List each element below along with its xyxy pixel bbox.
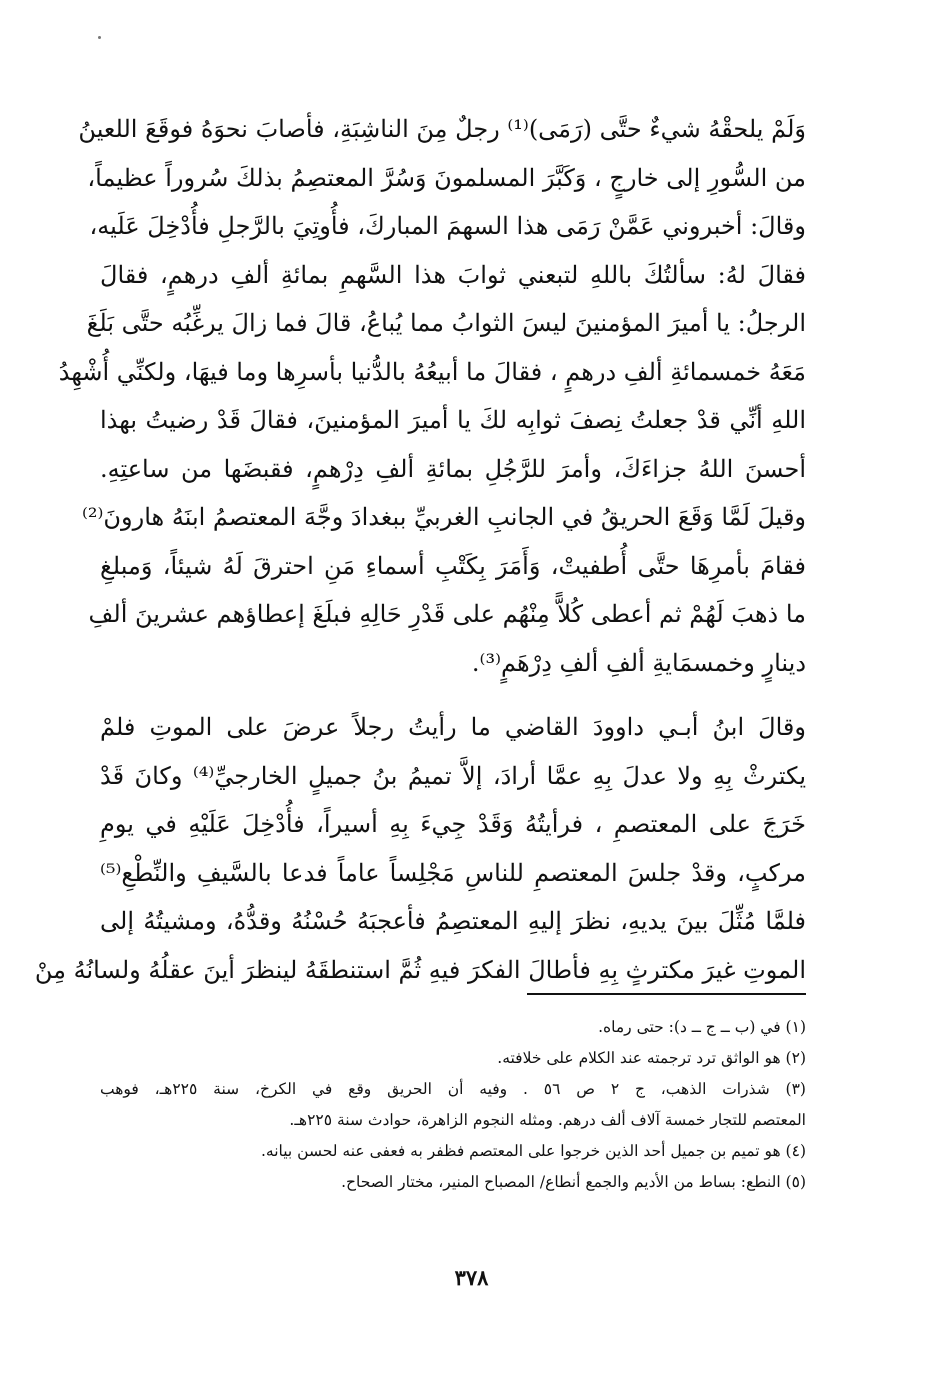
text-line: دينارٍ وخمسمَايةِ ألفِ ألفِ دِرْهَمٍ⁽³⁾. xyxy=(471,648,806,677)
main-text xyxy=(34,105,807,994)
paragraph-1 xyxy=(58,105,807,687)
paragraph-2 xyxy=(34,703,806,994)
footnote-3: (٣) شذرات الذهب، ج ٢ ص ٥٦ . وفيه أن الحريق وقع في الكرخ، سنة ٢٢٥هـ، فوهب xyxy=(100,1080,806,1098)
scan-speck xyxy=(98,36,101,39)
footnote-5: (٥) النطع: بساط من الأديم والجمع أنطاع/ المصباح المنير، مختار الصحاح. xyxy=(341,1173,806,1191)
text-line: ما ذهبَ لَهُمْ ثم أعطى كُلاًّ مِنْهُم على قَدْرِ حَالِهِ فبلَغَ إعطاؤهم عشرينَ ألفِ xyxy=(88,600,806,628)
footnote-2: (٢) هو الواثق ترد ترجمته عند الكلام على خلافته. xyxy=(497,1049,806,1067)
text-line: الرجلُ: يا أميرَ المؤمنينَ ليسَ الثوابُ مما يُباعُ، قالَ فما زالَ يرغِّبُه حتَّى بَلَغَ xyxy=(86,309,806,337)
text-line: خَرَجَ على المعتصمِ ، فرأيتُهُ وَقَدْ جِيءَ بِهِ أسيراً، فأُدْخِلَ عَلَيْهِ في يومِ xyxy=(100,810,806,838)
footnote-3-continuation: المعتصم للتجار خمسة آلاف ألف درهم. ومثله النجوم الزاهرة، حوادث سنة ٢٢٥هـ. xyxy=(289,1111,806,1129)
text-line: فقالَ لهُ: سألتُكَ باللهِ لتبعني ثوابَ هذا السَّهمِ بمائةِ ألفِ درهمٍ، فقالَ xyxy=(100,260,806,289)
footnotes xyxy=(100,1012,806,1198)
text-line: مركبٍ، وقدْ جلسَ المعتصمِ للناسِ مَجْلِساً عاماً فدعا بالسَّيفِ والنِّطْعِ⁽⁵⁾ xyxy=(100,858,806,887)
text-line: وقيلَ لَمَّا وَقَعَ الحريقُ في الجانبِ الغربيِّ ببغدادَ وجَّهَ المعتصمُ ابنَهُ هارونَ⁽²⁾ xyxy=(82,503,806,531)
text-line: فلمَّا مُثِّلَ بينَ يديهِ، نظرَ إليهِ المعتصِمُ فأعجبَهُ حُسْنُهُ وقدُّهُ، ومشيتُهُ إلى xyxy=(100,907,806,935)
footnote-4: (٤) هو تميم بن جميل أحد الذين خرجوا على المعتصم فظفر به فعفى عنه لحسن بيانه. xyxy=(260,1142,806,1160)
text-line: وقالَ ابنُ أبـي داوودَ القاضي ما رأيتُ رجلاً عرضَ على الموتِ فلمْ xyxy=(100,713,806,741)
text-line: مَعَهُ خمسمائةِ ألفِ درهمٍ ، فقالَ ما أبيعُهُ بالدُّنيا بأسرِها وما فيهَا، ولكنِّي أُشْهِدُ xyxy=(58,357,806,386)
footnote-divider xyxy=(527,993,806,995)
text-line: أحسنَ اللهُ جزاءَكَ، وأمرَ للرَّجُلِ بمائةِ ألفِ دِرْهمٍ، فقبضَها من ساعتِهِ. xyxy=(100,454,806,483)
text-line: اللهِ أنِّي قدْ جعلتُ نِصفَ ثوابِه لكَ يا أميرَ المؤمنينَ، فقالَ قَدْ رضيتُ بهذا xyxy=(100,406,807,434)
text-line: فقامَ بأمرِهَا حتَّى أُطفيتْ، وَأَمَرَ بِكَتْبِ أسماءِ مَنِ احترقَ لَهُ شيئاً، وَمبلغِ xyxy=(100,551,806,580)
page-number: ٣٧٨ xyxy=(454,1265,489,1290)
text-line: يكترثْ بِهِ ولا عدلَ بِهِ عمَّا أرادَ، إلاَّ تميمُ بنُ جميلٍ الخارجيِّ⁽⁴⁾ وكانَ قَدْ xyxy=(100,761,806,790)
text-line: وَلَمْ يلحقْهُ شيءٌ حتَّى (رَمَى)⁽¹⁾ رجلٌ مِنَ الناشِبَةِ، فأصابَ نحوَهُ فوقَعَ اللعينُ xyxy=(78,115,806,143)
footnote-1: (١) في (ب ــ ج ــ د): حتى رماه. xyxy=(598,1018,806,1036)
text-line: الموتِ غيرَ مكترثٍ بِهِ فأطالَ الفكرَ فيهِ ثُمَّ استنطقَهُ لينظرَ أينَ عقلُهُ ولسانُهُ مِنْ xyxy=(34,955,806,984)
text-line: من السُّورِ إلى خارجٍ ، وَكَبَّرَ المسلمونَ وَسُرَّ المعتصِمُ بذلكَ سُروراً عظيماً، xyxy=(87,163,806,192)
text-line: وقالَ: أخبروني عَمَّنْ رَمَى هذا السهمَ المباركَ، فأُوتِيَ بالرَّجلِ فأُدْخِلَ عَلَيه، xyxy=(89,212,806,240)
